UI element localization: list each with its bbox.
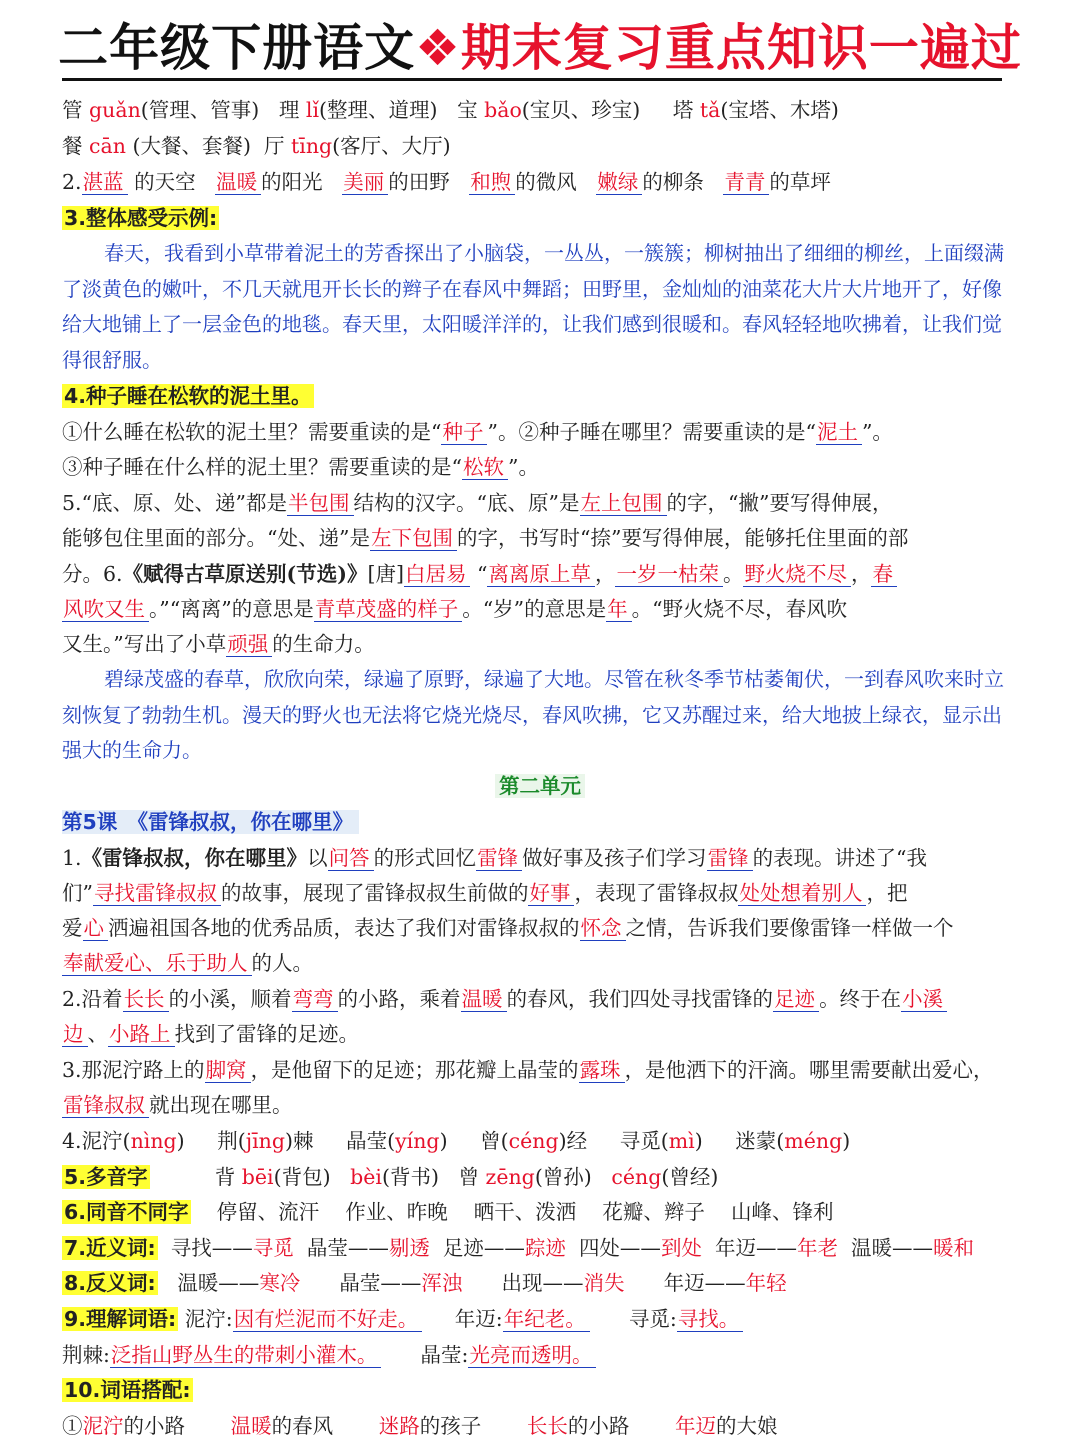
title-red: 期末复习重点知识一遍过 bbox=[460, 19, 1022, 77]
pinyin-line-1 bbox=[62, 92, 1022, 128]
text-span: 泥泞: bbox=[184, 1307, 233, 1331]
text-span: 背 bbox=[214, 1165, 236, 1189]
structure-line-1 bbox=[62, 485, 1022, 521]
text-span: 一岁一枯荣 bbox=[615, 562, 723, 587]
text-span: 踪迹 bbox=[524, 1236, 566, 1260]
text-span: 浑浊 bbox=[421, 1271, 463, 1295]
text-span: ”。②种子睡在哪里？需要重读的是“ bbox=[487, 420, 816, 444]
adjective-line bbox=[62, 164, 1022, 200]
text-span: 能够包住里面的部分。“处、递”是 bbox=[62, 526, 370, 550]
text-span: ) bbox=[439, 1129, 448, 1153]
text-span: 的小路 bbox=[567, 1414, 630, 1438]
pinyin-line-2 bbox=[62, 128, 1022, 164]
page-title bbox=[0, 18, 1080, 78]
text-span: 晶莹( bbox=[346, 1129, 396, 1153]
text-span: 白居易 bbox=[404, 562, 471, 587]
text-span: ，是他洒下的汗滴。哪里需要献出爱心， bbox=[624, 1058, 994, 1082]
text-span: 山峰、锋利 bbox=[730, 1200, 834, 1224]
text-span: 温暖—— bbox=[177, 1271, 260, 1295]
text-span: 5.“底、原、处、递”都是 bbox=[62, 491, 288, 515]
text-span: (背书) bbox=[381, 1165, 439, 1189]
text-span: 暖和 bbox=[933, 1236, 975, 1260]
collocation-line bbox=[62, 1408, 1022, 1444]
synonym-line bbox=[62, 1230, 1022, 1266]
text-span: (曾孙) bbox=[534, 1165, 592, 1189]
text-span: 温暖 bbox=[230, 1414, 272, 1438]
text-span: 顽强 bbox=[226, 632, 272, 657]
poem-line-1 bbox=[62, 556, 1022, 592]
text-span: bēi bbox=[241, 1165, 274, 1189]
text-span: 作业、昨晚 bbox=[345, 1200, 448, 1224]
text-span: 的阳光 bbox=[261, 170, 323, 194]
text-span: 3.那泥泞路上的 bbox=[62, 1058, 205, 1082]
text-span: 泥土 bbox=[816, 420, 862, 445]
text-span: 迷路 bbox=[378, 1414, 420, 1438]
search-line-1 bbox=[62, 981, 1022, 1017]
antonym-line bbox=[62, 1265, 1022, 1301]
text-span: 寻觅: bbox=[628, 1307, 677, 1331]
heading-10 bbox=[62, 1372, 1022, 1408]
text-span: 第二单元 bbox=[495, 774, 585, 798]
text-span: “ bbox=[477, 562, 488, 586]
heading-4 bbox=[62, 378, 1022, 414]
text-span: (大餐、套餐) bbox=[132, 134, 251, 158]
text-span: 雷锋叔叔 bbox=[62, 1093, 149, 1118]
text-span: tǎ bbox=[699, 98, 721, 122]
text-span: 到处 bbox=[660, 1236, 702, 1260]
text-span: 寻觅( bbox=[619, 1129, 669, 1153]
text-span: 出现—— bbox=[501, 1271, 584, 1295]
text-span: 左下包围 bbox=[370, 526, 457, 551]
text-span: 理 bbox=[278, 98, 300, 122]
text-span: 曾 bbox=[458, 1165, 480, 1189]
text-span: 的形式回忆 bbox=[373, 846, 477, 870]
paragraph-spring: 春天，我看到小草带着泥土的芳香探出了小脑袋，一丛丛，一簇簇；柳树抽出了细细的柳丝，上面缀满了淡黄色的嫩叶，不几天就甩开长长的辫子在春风中舞蹈；田野里，金灿灿的油菜花大片大片地开了，好像给大地铺上了一层金色的地毯。春天里，太阳暖洋洋的，让我们感到很暖和。春风轻轻地吹拂着，让我们觉得很舒服。 bbox=[62, 241, 1004, 372]
text-span: (曾经) bbox=[661, 1165, 719, 1189]
text-span: ，是他留下的足迹；那花瓣上晶莹的 bbox=[250, 1058, 579, 1082]
text-span: ，把 bbox=[866, 881, 908, 905]
text-span: bǎo bbox=[484, 98, 522, 122]
text-span: 的人。 bbox=[251, 951, 313, 975]
text-span: 的小路，乘着 bbox=[337, 987, 461, 1011]
text-span: 。 bbox=[722, 562, 744, 586]
text-span: 因有烂泥而不好走。 bbox=[233, 1307, 423, 1332]
text-span: ① bbox=[62, 1414, 83, 1438]
text-span: yíng bbox=[395, 1129, 440, 1153]
text-span: 的天空 bbox=[134, 170, 196, 194]
text-span: 洒遍祖国各地的优秀品质，表达了我们对雷锋叔叔的 bbox=[108, 916, 580, 940]
text-span: 分。6. bbox=[62, 562, 123, 586]
text-span: 6.同音不同字 bbox=[64, 1200, 189, 1224]
text-span: 问答 bbox=[328, 846, 374, 871]
text-span: ”。 bbox=[507, 455, 539, 479]
text-span: 的生命力。 bbox=[272, 632, 375, 656]
text-span: 长长 bbox=[526, 1414, 568, 1438]
text-span: 寻觅 bbox=[252, 1236, 294, 1260]
text-span: 的小路 bbox=[123, 1414, 185, 1438]
text-span: lǐ bbox=[305, 98, 320, 122]
text-span: 9.理解词语: bbox=[64, 1307, 177, 1331]
text-span: ， bbox=[594, 562, 616, 586]
text-span: 7.近义词: bbox=[64, 1236, 156, 1260]
text-span: 10.词语搭配: bbox=[64, 1378, 191, 1402]
text-span: 5.多音字 bbox=[64, 1165, 148, 1189]
text-span: 温暖 bbox=[215, 170, 261, 195]
text-span: 。“岁”的意思是 bbox=[462, 597, 607, 621]
diamond-icon: ❖ bbox=[415, 19, 461, 77]
text-span: 的微风 bbox=[515, 170, 577, 194]
title-underline bbox=[62, 78, 1002, 81]
footprint-line-1 bbox=[62, 1052, 1022, 1088]
text-span: 嫩绿 bbox=[596, 170, 642, 195]
text-span: 四处—— bbox=[578, 1236, 661, 1260]
text-span: 边 bbox=[62, 1022, 88, 1047]
text-span: 弯弯 bbox=[292, 987, 338, 1012]
text-span: mì bbox=[668, 1129, 695, 1153]
text-span: 泥泞 bbox=[82, 1414, 124, 1438]
text-span: jīng bbox=[245, 1129, 285, 1153]
text-span: 寻找—— bbox=[170, 1236, 253, 1260]
text-span: 3.整体感受示例: bbox=[64, 206, 218, 230]
text-span: 1. bbox=[62, 846, 82, 870]
text-span: ) bbox=[694, 1129, 703, 1153]
text-span: 厅 bbox=[264, 134, 285, 158]
text-span: 4.泥泞( bbox=[62, 1129, 131, 1153]
summary-line-2 bbox=[62, 875, 1022, 911]
meaning-line-1 bbox=[62, 1301, 1022, 1337]
text-span: 寻找。 bbox=[677, 1307, 744, 1332]
text-span: 青青 bbox=[723, 170, 769, 195]
text-span: 的表现。讲述了“我 bbox=[752, 846, 928, 870]
text-span: 怀念 bbox=[580, 916, 626, 941]
text-span: 脚窝 bbox=[205, 1058, 251, 1083]
text-span: 处处想着别人 bbox=[738, 881, 866, 906]
text-span: 剔透 bbox=[388, 1236, 430, 1260]
text-span: 左上包围 bbox=[580, 491, 667, 516]
text-span: 露珠 bbox=[579, 1058, 625, 1083]
text-span: 的字，“撇”要写得伸展， bbox=[666, 491, 893, 515]
text-span: 年轻 bbox=[745, 1271, 787, 1295]
text-span: 宝 bbox=[457, 98, 478, 122]
text-span: 美丽 bbox=[342, 170, 388, 195]
text-span: 餐 bbox=[62, 134, 83, 158]
text-span: 。“野火烧不尽，春风吹 bbox=[631, 597, 848, 621]
text-span: )棘 bbox=[285, 1129, 314, 1153]
pinyin-line-3 bbox=[62, 1123, 1022, 1159]
stress-line-2 bbox=[62, 449, 1022, 485]
text-span: 的字，书写时“捺”要写得伸展，能够托住里面的部 bbox=[456, 526, 909, 550]
text-span: 心 bbox=[83, 916, 109, 941]
stress-line-1 bbox=[62, 414, 1022, 450]
text-span: 的故事，展现了雷锋叔叔生前做的 bbox=[220, 881, 529, 905]
text-span: 长长 bbox=[123, 987, 169, 1012]
heading-3 bbox=[62, 200, 1022, 236]
text-span: 的孩子 bbox=[419, 1414, 482, 1438]
text-span: 消失 bbox=[583, 1271, 625, 1295]
text-span: 光亮而透明。 bbox=[468, 1343, 596, 1368]
text-span: 爱 bbox=[62, 916, 83, 940]
text-span: 之情，告诉我们要像雷锋一样做一个 bbox=[625, 916, 954, 940]
text-span: méng bbox=[784, 1129, 843, 1153]
summary-line-1 bbox=[62, 840, 1022, 876]
text-span: 足迹 bbox=[773, 987, 819, 1012]
title-black: 二年级下册语文 bbox=[58, 19, 416, 77]
text-span: 的柳条 bbox=[642, 170, 704, 194]
text-span: 曾( bbox=[480, 1129, 509, 1153]
text-span: 风吹又生 bbox=[62, 597, 149, 622]
text-span: 《雷锋叔叔，你在哪里》 bbox=[81, 846, 308, 870]
text-span: 迷蒙( bbox=[735, 1129, 785, 1153]
text-span: 雷锋 bbox=[707, 846, 753, 871]
text-span: 8.反义词: bbox=[64, 1271, 156, 1295]
text-span: 和煦 bbox=[469, 170, 515, 195]
text-span: 的春风 bbox=[271, 1414, 334, 1438]
text-span: 。”“离离”的意思是 bbox=[149, 597, 314, 621]
text-span: ”。 bbox=[861, 420, 893, 444]
text-span: 的草坪 bbox=[769, 170, 831, 194]
text-span: 年迈: bbox=[454, 1307, 503, 1331]
structure-line-2 bbox=[62, 520, 1022, 556]
text-span: 花瓣、辫子 bbox=[602, 1200, 705, 1224]
text-span: nìng bbox=[130, 1129, 177, 1153]
text-span: 青草茂盛的样子 bbox=[314, 597, 463, 622]
text-span: (背包) bbox=[273, 1165, 331, 1189]
text-span: 的春风，我们四处寻找雷锋的 bbox=[506, 987, 774, 1011]
text-span: 停留、流汗 bbox=[216, 1200, 320, 1224]
text-span: (管理、管事) bbox=[140, 98, 260, 122]
text-span: 小溪 bbox=[901, 987, 947, 1012]
text-span: 年 bbox=[606, 597, 632, 622]
text-span: 寒冷 bbox=[259, 1271, 301, 1295]
text-span: ③种子睡在什么样的泥土里？需要重读的是“ bbox=[62, 455, 462, 479]
text-span: 晶莹—— bbox=[339, 1271, 422, 1295]
text-span: 晶莹—— bbox=[306, 1236, 389, 1260]
homophone-line bbox=[62, 1194, 1022, 1230]
text-span: 春 bbox=[871, 562, 897, 587]
summary-line-3 bbox=[62, 910, 1022, 946]
text-span: ) bbox=[842, 1129, 851, 1153]
text-span: 以 bbox=[307, 846, 328, 870]
text-span: céng bbox=[611, 1165, 662, 1189]
text-span: 松软 bbox=[462, 455, 508, 480]
text-span: 年迈—— bbox=[663, 1271, 746, 1295]
text-span: 晒干、泼洒 bbox=[473, 1200, 577, 1224]
text-span: 种子 bbox=[441, 420, 487, 445]
text-span: 晶莹: bbox=[420, 1343, 469, 1367]
polyphone-line bbox=[62, 1159, 1022, 1195]
text-span: 野火烧不尽 bbox=[743, 562, 851, 587]
text-span: 好事 bbox=[528, 881, 574, 906]
footprint-line-2 bbox=[62, 1087, 1022, 1123]
text-span: ①什么睡在松软的泥土里？需要重读的是“ bbox=[62, 420, 442, 444]
text-span: céng bbox=[508, 1129, 559, 1153]
text-span: 泛指山野丛生的带刺小灌木。 bbox=[110, 1343, 382, 1368]
text-span: 又生。”写出了小草 bbox=[62, 632, 227, 656]
text-span: bèi bbox=[350, 1165, 382, 1189]
text-span: 2.沿着 bbox=[62, 987, 123, 1011]
text-span: 半包围 bbox=[287, 491, 354, 516]
text-span: 年老 bbox=[796, 1236, 838, 1260]
text-span: ，表现了雷锋叔叔 bbox=[574, 881, 739, 905]
text-span: (宝塔、木塔) bbox=[720, 98, 839, 122]
text-span: 2. bbox=[62, 170, 82, 194]
text-span: (客厅、大厅) bbox=[332, 134, 451, 158]
text-span: 管 bbox=[62, 98, 83, 122]
text-span: 。终于在 bbox=[819, 987, 902, 1011]
text-span: 小路上 bbox=[108, 1022, 175, 1047]
text-span: 湛蓝 bbox=[82, 170, 128, 195]
text-span: 足迹—— bbox=[442, 1236, 525, 1260]
text-span: 4.种子睡在松软的泥土里。 bbox=[64, 384, 312, 408]
text-span: 寻找雷锋叔叔 bbox=[93, 881, 221, 906]
text-span: (整理、道理) bbox=[319, 98, 438, 122]
text-span: 、 bbox=[87, 1022, 108, 1046]
poem-line-3 bbox=[62, 626, 1022, 662]
text-span: 荆棘: bbox=[62, 1343, 110, 1367]
text-span: 奉献爱心、乐于助人 bbox=[62, 951, 252, 976]
text-span: 第5课 《雷锋叔叔，你在哪里》 bbox=[62, 810, 359, 834]
text-span: 年迈—— bbox=[714, 1236, 797, 1260]
summary-line-4 bbox=[62, 945, 1022, 981]
paragraph-poem: 碧绿茂盛的春草，欣欣向荣，绿遍了原野，绿遍了大地。尽管在秋冬季节枯萎匍伏，一到春风吹来时立刻恢复了勃勃生机。漫天的野火也无法将它烧光烧尽，春风吹拂，它又苏醒过来，给大地披上绿衣，显示出强大的生命力。 bbox=[62, 667, 1004, 762]
meaning-line-2 bbox=[62, 1337, 1022, 1373]
text-span: 年迈 bbox=[675, 1414, 716, 1438]
text-span: 荆( bbox=[217, 1129, 246, 1153]
text-span: guǎn bbox=[89, 98, 141, 122]
text-span: tīng bbox=[291, 134, 333, 158]
text-span: 温暖—— bbox=[851, 1236, 934, 1260]
text-span: 就出现在哪里。 bbox=[149, 1093, 293, 1117]
text-span: 雷锋 bbox=[476, 846, 522, 871]
poem-line-2 bbox=[62, 591, 1022, 627]
text-span: 找到了雷锋的足迹。 bbox=[174, 1022, 359, 1046]
text-span: 的大娘 bbox=[716, 1414, 778, 1438]
text-span: 塔 bbox=[672, 98, 694, 122]
search-line-2 bbox=[62, 1016, 1022, 1052]
text-span: [唐] bbox=[367, 562, 404, 586]
text-span: )经 bbox=[558, 1129, 588, 1153]
text-span: 温暖 bbox=[461, 987, 507, 1012]
text-span: 的田野 bbox=[388, 170, 450, 194]
text-span: ) bbox=[176, 1129, 185, 1153]
text-span: (宝贝、珍宝) bbox=[521, 98, 641, 122]
lesson-heading bbox=[62, 804, 1022, 840]
text-span: 《赋得古草原送别(节选)》 bbox=[122, 562, 368, 586]
text-span: cān bbox=[89, 134, 126, 158]
text-span: 离离原上草 bbox=[487, 562, 595, 587]
text-span: zēng bbox=[485, 1165, 535, 1189]
unit-heading bbox=[62, 768, 1018, 804]
text-span: 们” bbox=[62, 881, 93, 905]
text-span: 结构的汉字。“底、原”是 bbox=[353, 491, 580, 515]
text-span: ， bbox=[850, 562, 872, 586]
text-span: 的小溪，顺着 bbox=[168, 987, 292, 1011]
text-span: 年纪老。 bbox=[503, 1307, 590, 1332]
text-span: 做好事及孩子们学习 bbox=[522, 846, 707, 870]
